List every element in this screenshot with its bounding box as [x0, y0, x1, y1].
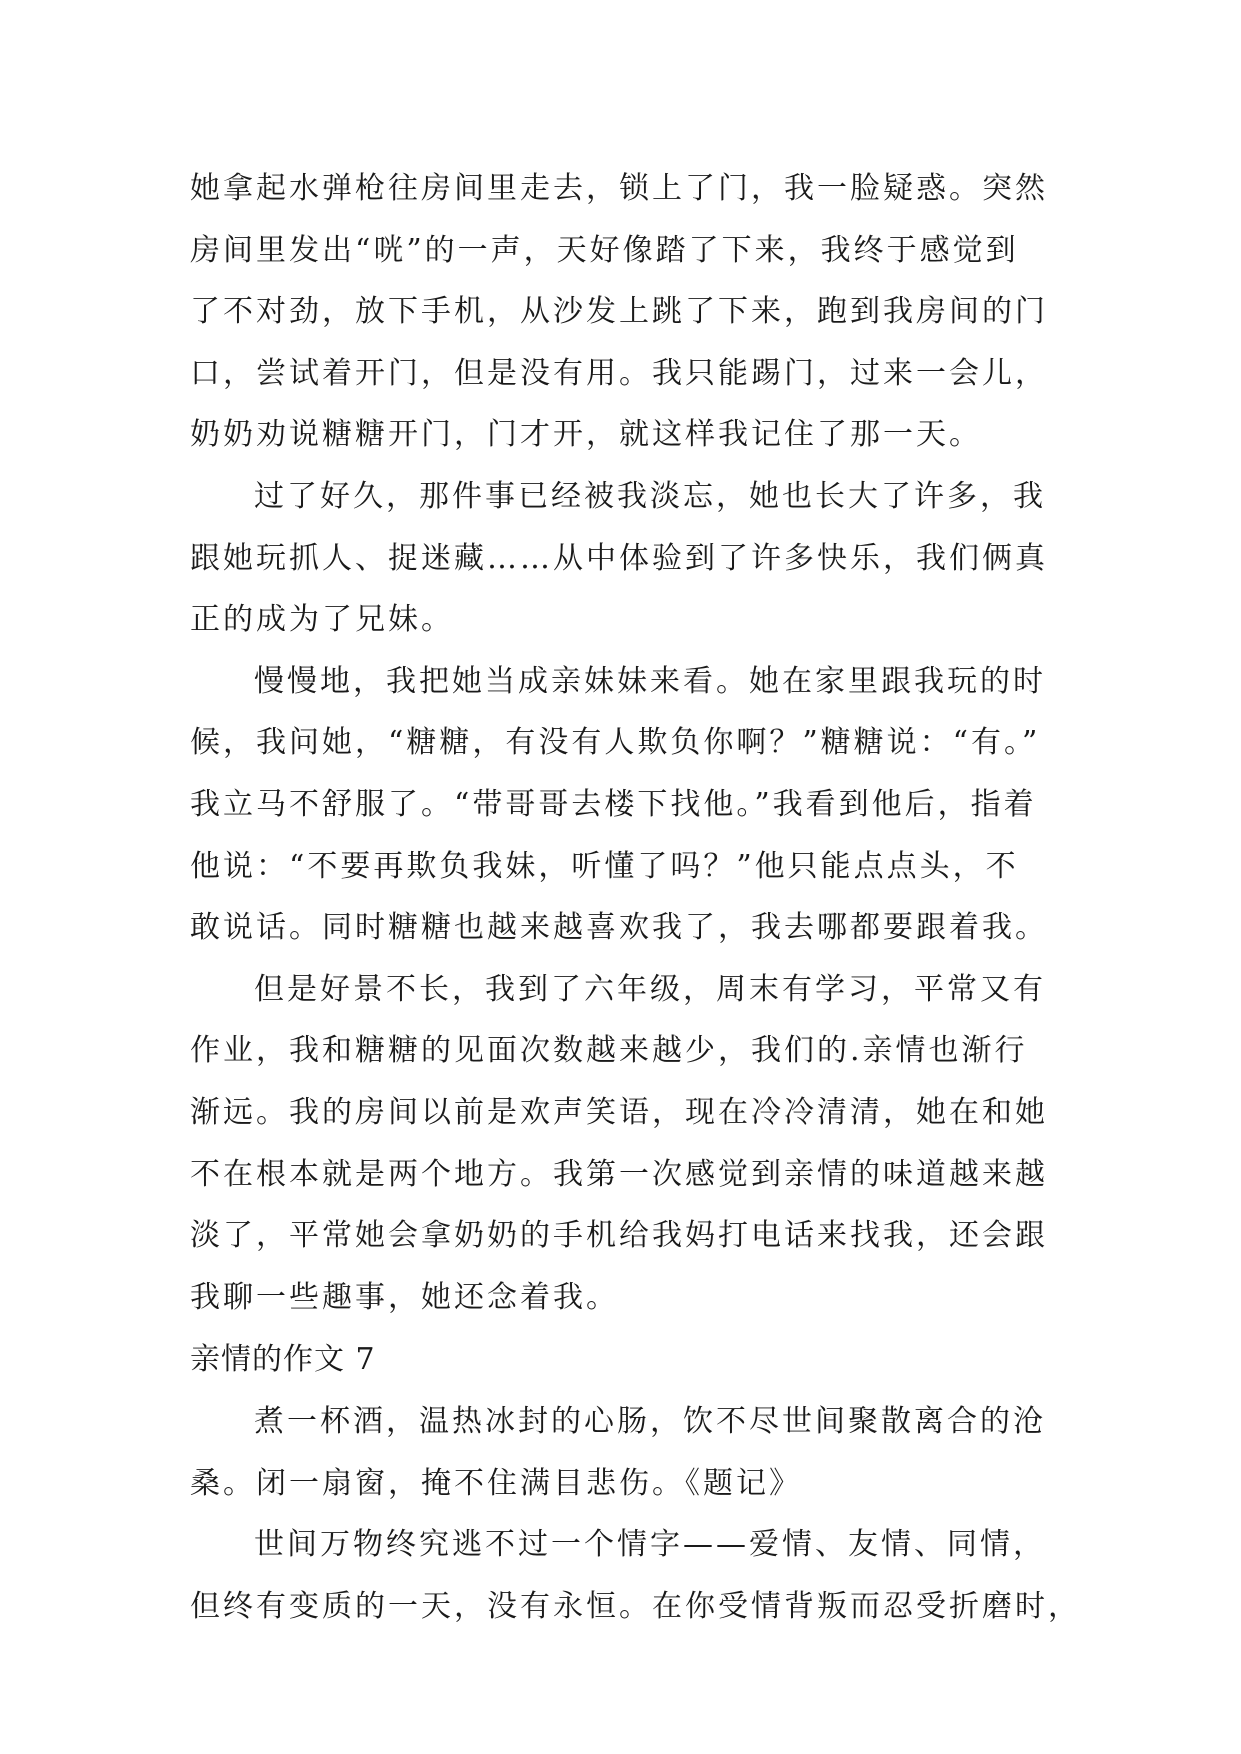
- document-body: [190, 158, 1081, 1638]
- text-line: 了不对劲，放下手机，从沙发上跳了下来，跑到我房间的门: [190, 294, 1048, 330]
- text-line: 我聊一些趣事，她还念着我。: [190, 1279, 619, 1315]
- text-line: 过了好久，那件事已经被我淡忘，她也长大了许多，我: [254, 478, 1046, 514]
- text-line: 奶奶劝说糖糖开门，门才开，就这样我记住了那一天。: [190, 417, 982, 453]
- paragraph: [190, 651, 1060, 959]
- text-line: 她拿起水弹枪往房间里走去，锁上了门，我一脸疑惑。突然: [190, 171, 1048, 206]
- text-line: 房间里发出“咣”的一声，天好像踏了下来，我终于感觉到: [190, 232, 1019, 268]
- paragraph: [190, 466, 1060, 651]
- paragraph: [190, 1391, 1060, 1514]
- text-line: 淡了，平常她会拿奶奶的手机给我妈打电话来找我，还会跟: [190, 1218, 1048, 1254]
- text-line: 不在根本就是两个地方。我第一次感觉到亲情的味道越来越: [190, 1156, 1048, 1192]
- paragraph: [190, 959, 1060, 1329]
- paragraph: [190, 158, 1060, 466]
- section-heading: 亲情的作文 7: [190, 1342, 376, 1378]
- text-line: 敢说话。同时糖糖也越来越喜欢我了，我去哪都要跟着我。: [190, 910, 1048, 946]
- text-line: 世间万物终究逃不过一个情字——爱情、友情、同情，: [254, 1527, 1046, 1563]
- text-line: 口，尝试着开门，但是没有用。我只能踢门，过来一会儿，: [190, 355, 1048, 391]
- text-line: 渐远。我的房间以前是欢声笑语，现在冷冷清清，她在和她: [190, 1094, 1048, 1130]
- text-line: 作业，我和糖糖的见面次数越来越少，我们的.亲情也渐行: [190, 1033, 1028, 1069]
- text-line: 但是好景不长，我到了六年级，周末有学习，平常又有: [254, 971, 1046, 1007]
- text-line: 他说：“不要再欺负我妹，听懂了吗？”他只能点点头，不: [190, 848, 1019, 884]
- text-line: 桑。闭一扇窗，掩不住满目悲伤。《题记》: [190, 1465, 802, 1501]
- text-line: 候，我问她，“糖糖，有没有人欺负你啊？”糖糖说：“有。”: [190, 725, 1041, 761]
- text-line: 煮一杯酒，温热冰封的心肠，饮不尽世间聚散离合的沧: [254, 1404, 1046, 1440]
- text-line: 跟她玩抓人、捉迷藏……从中体验到了许多快乐，我们俩真: [190, 540, 1048, 576]
- text-line: 正的成为了兄妹。: [190, 602, 454, 638]
- text-line: 但终有变质的一天，没有永恒。在你受情背叛而忍受折磨时，: [190, 1589, 1081, 1625]
- text-line: 我立马不舒服了。“带哥哥去楼下找他。”我看到他后，指着: [190, 786, 1037, 822]
- paragraph: [190, 1514, 1081, 1637]
- text-line: 慢慢地，我把她当成亲妹妹来看。她在家里跟我玩的时: [254, 663, 1046, 699]
